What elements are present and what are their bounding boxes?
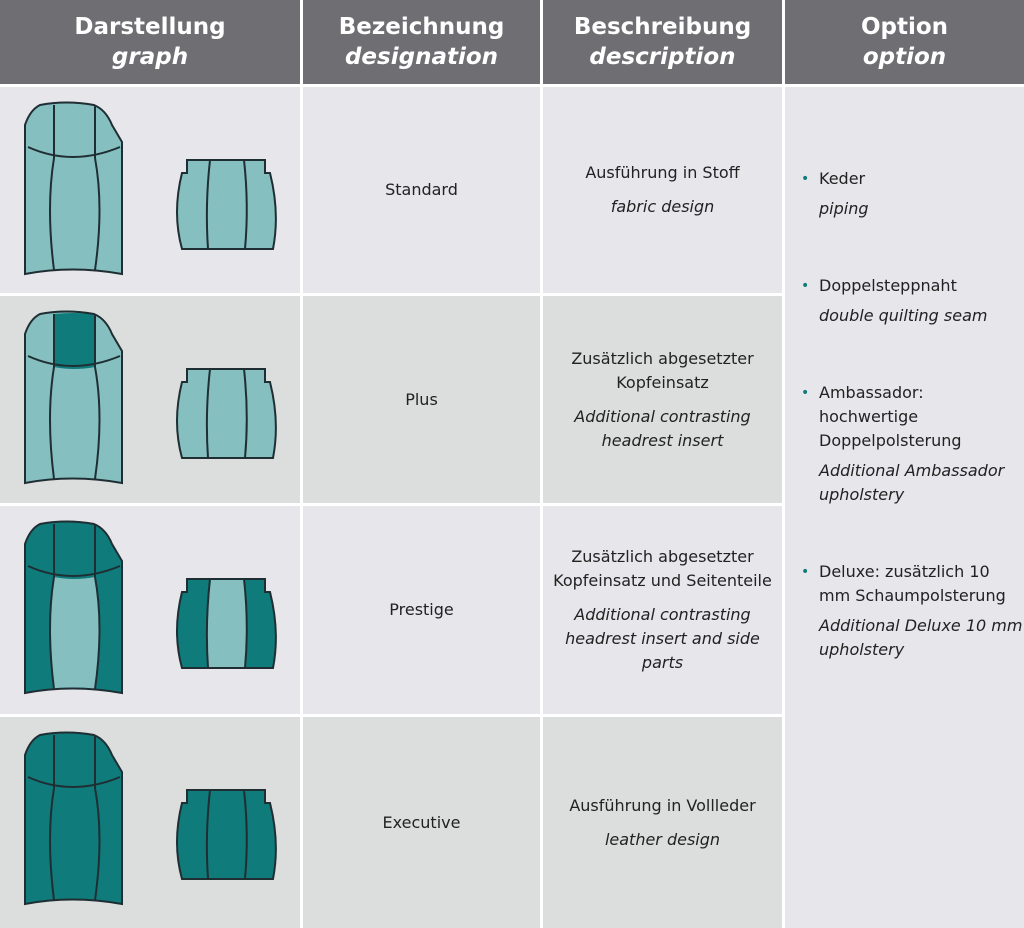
option-de: Doppelsteppnaht <box>819 276 957 295</box>
option-en: double quilting seam <box>819 306 988 325</box>
seat-cushion-graphic <box>177 369 276 458</box>
header-graph <box>0 0 300 84</box>
seat-cushion-graphic <box>177 790 276 879</box>
header-option-en: option <box>862 44 947 70</box>
option-en: Additional Ambassador upholstery <box>819 461 1005 504</box>
header-designation <box>303 0 540 84</box>
option-en: Additional Deluxe 10 mm upholstery <box>819 616 1023 659</box>
header-option <box>785 0 1024 84</box>
designation-standard <box>303 87 540 293</box>
description-en: Additional contrasting headrest insert and side parts <box>565 605 760 672</box>
seat-illustration-plus <box>0 296 300 503</box>
backrest-graphic <box>25 312 122 484</box>
graph-prestige <box>0 506 300 714</box>
option-de: Keder <box>819 169 866 188</box>
option-de: Deluxe: zusätzlich 10 mm Schaumpolsterung <box>819 562 1006 605</box>
description-de: Ausführung in Stoff <box>585 163 740 182</box>
bullet-icon: • <box>801 564 810 580</box>
option-en: piping <box>819 199 869 218</box>
header-graph-en: graph <box>111 44 189 70</box>
designation-label: Executive <box>382 812 461 832</box>
backrest-graphic <box>25 733 122 905</box>
description-executive <box>543 717 782 928</box>
description-de: Zusätzlich abgesetzter Kopfeinsatz und Seitenteile <box>553 547 772 590</box>
description-en: Additional contrasting headrest insert <box>574 406 751 450</box>
description-standard <box>543 87 782 293</box>
header-designation-en: designation <box>344 44 499 70</box>
bullet-icon: • <box>801 278 810 294</box>
designation-prestige <box>303 506 540 714</box>
description-plus <box>543 296 782 503</box>
description-en: leather design <box>604 829 721 849</box>
options-column <box>785 87 1024 928</box>
header-description-en: description <box>589 44 736 70</box>
header-description <box>543 0 782 84</box>
seat-cushion-graphic <box>177 579 276 668</box>
description-en: fabric design <box>610 197 715 216</box>
designation-label: Plus <box>405 389 438 409</box>
backrest-graphic <box>25 103 122 275</box>
backrest-graphic <box>25 522 122 694</box>
bullet-icon: • <box>801 385 810 401</box>
designation-executive <box>303 717 540 928</box>
designation-label: Prestige <box>389 600 454 619</box>
graph-executive <box>0 717 300 928</box>
graph-standard <box>0 87 300 293</box>
seat-illustration-prestige <box>0 506 300 714</box>
seat-illustration-standard <box>0 87 300 293</box>
graph-plus <box>0 296 300 503</box>
description-de: Zusätzlich abgesetzter Kopfeinsatz <box>571 348 754 392</box>
bullet-icon: • <box>801 171 810 187</box>
header-description-de: Beschreibung <box>573 14 752 40</box>
seat-illustration-executive <box>0 717 300 928</box>
option-de: Ambassador: hochwertige Doppelpolsterung <box>819 383 962 450</box>
designation-label: Standard <box>385 180 458 199</box>
header-option-de: Option <box>860 14 949 40</box>
seat-cushion-graphic <box>177 160 276 249</box>
description-prestige <box>543 506 782 714</box>
description-de: Ausführung in Vollleder <box>569 795 756 815</box>
designation-plus <box>303 296 540 503</box>
header-designation-de: Bezeichnung <box>338 14 505 40</box>
header-graph-de: Darstellung <box>74 14 226 40</box>
